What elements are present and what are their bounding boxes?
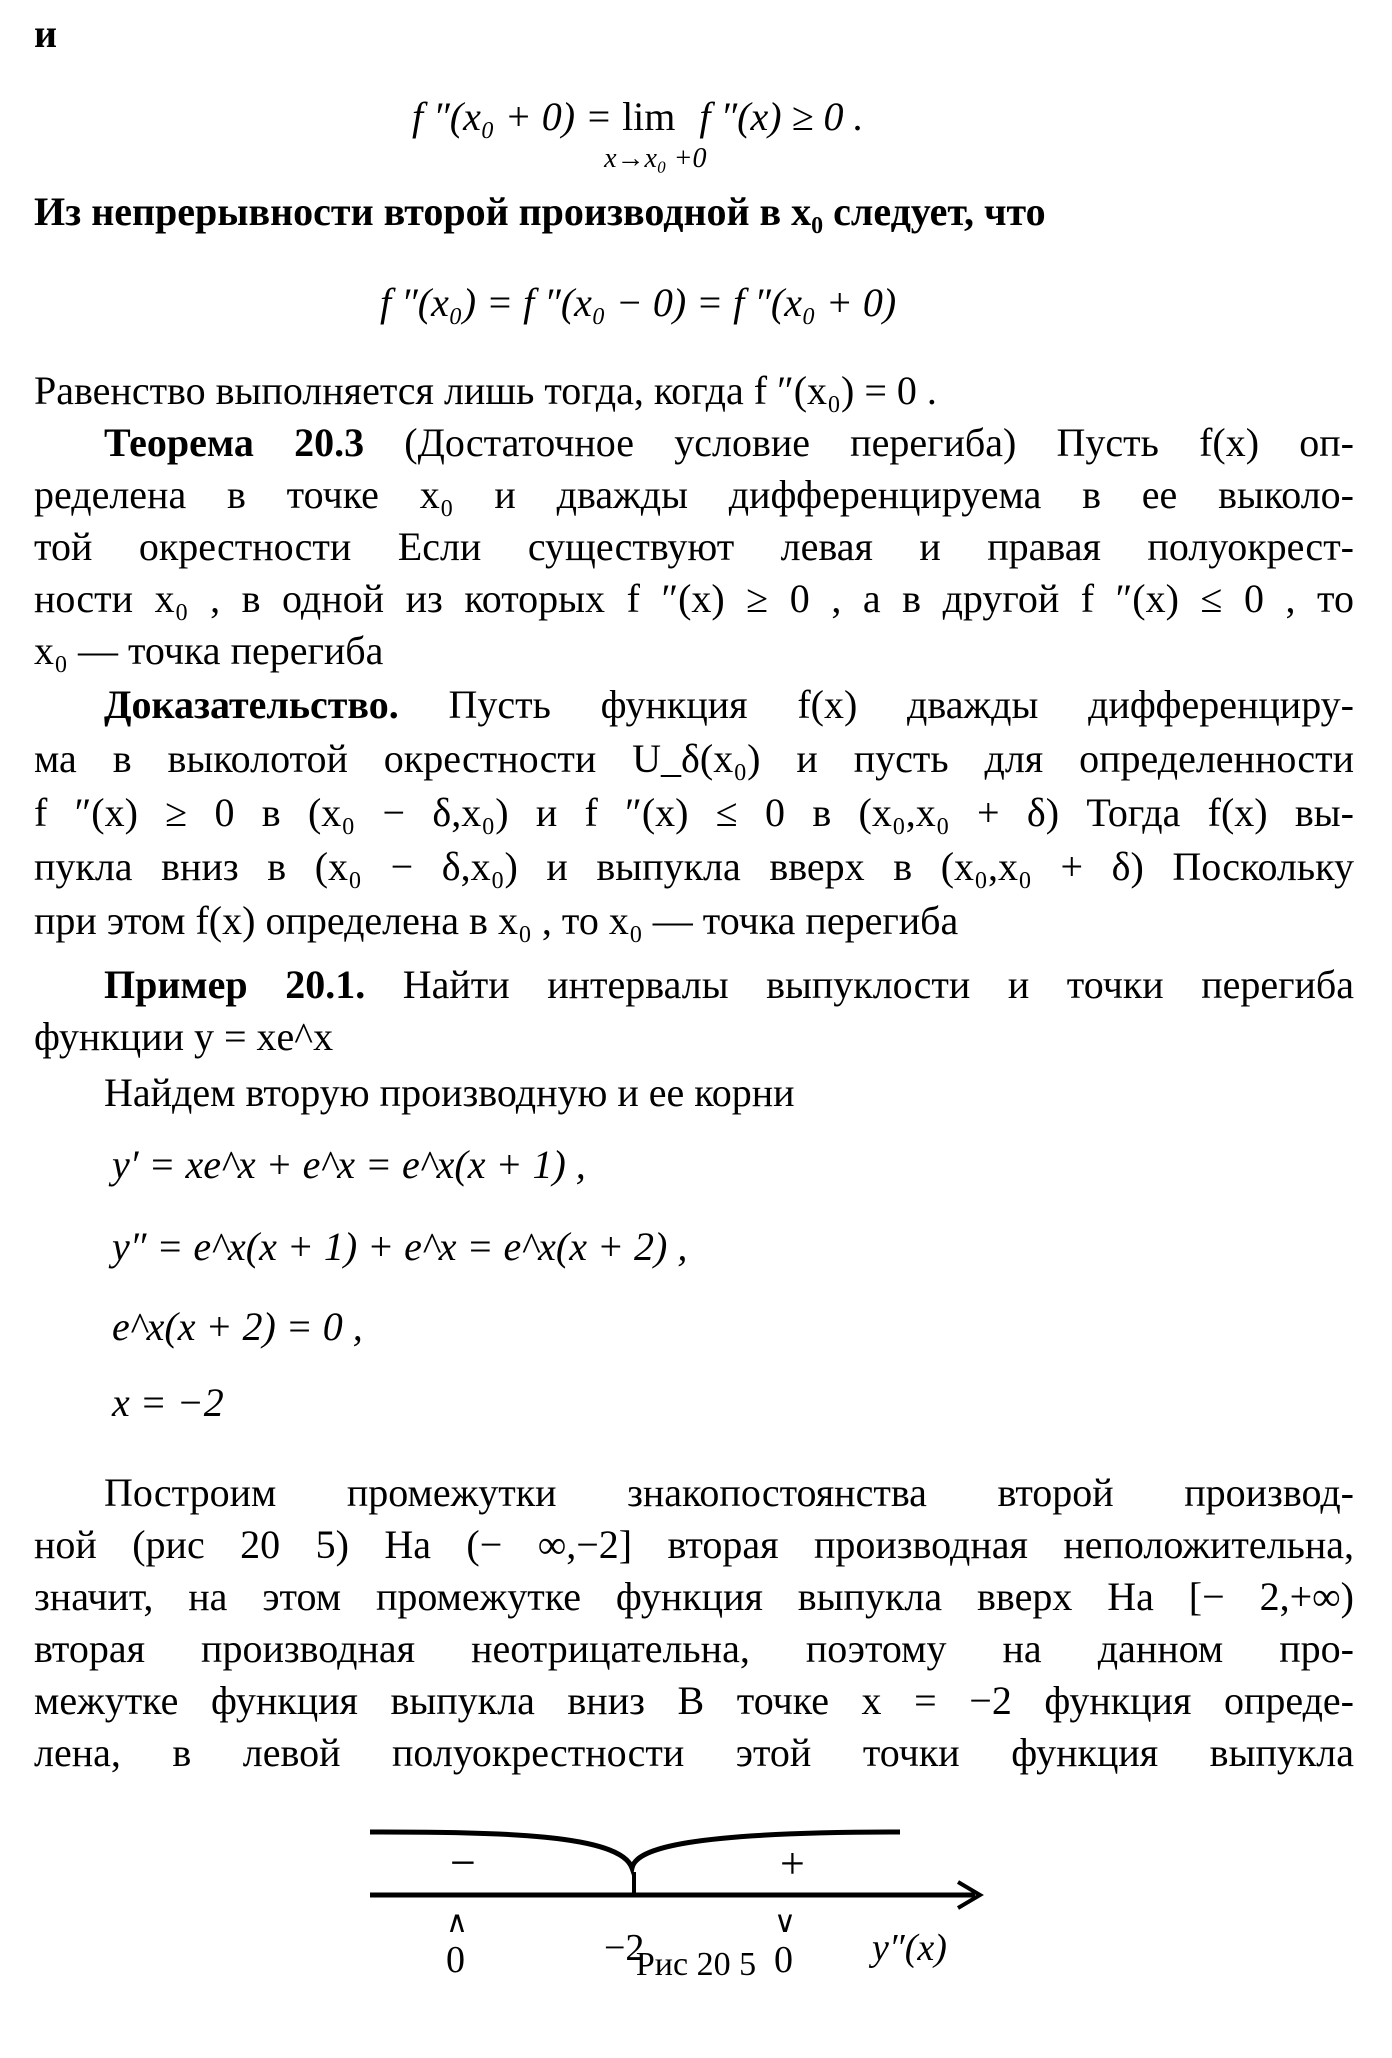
step-1: y′ = xe^x + e^x = e^x(x + 1) ,: [112, 1142, 586, 1187]
line-equality-holds: Равенство выполняется лишь тогда, когда f ″(x₀) = 0 .: [34, 368, 937, 413]
example-title: Пример 20.1.: [104, 962, 366, 1007]
proof-line-3: f ″(x) ≥ 0 в (x₀ − δ,x₀) и f ″(x) ≤ 0 в (x₀,x₀ + δ) Тогда f(x) вы-: [34, 790, 1354, 835]
formula-lhs: f ″(x₀ + 0) =: [412, 94, 613, 139]
formula-equality: f ″(x₀) = f ″(x₀ − 0) = f ″(x₀ + 0): [380, 280, 897, 325]
theorem-line-2: ределена в точке x₀ и дважды дифференцируема в ее выколо-: [34, 472, 1354, 517]
formula-right-limit: [412, 92, 864, 174]
figure-caption: Рис 20 5: [635, 1946, 757, 1983]
theorem-line-3: той окрестности Если существуют левая и правая полуокрест-: [34, 524, 1354, 569]
proof-line-5: при этом f(x) определена в x₀ , то x₀ — точка перегиба: [34, 898, 959, 943]
right-sign: +: [780, 1839, 805, 1888]
theorem-text: (Достаточное условие перегиба) Пусть f(x) оп-: [404, 420, 1354, 465]
proof-title: Доказательство.: [104, 682, 399, 727]
left-value: 0: [446, 1939, 465, 1981]
point-label: −2: [604, 1927, 645, 1969]
formula-rhs: f ″(x) ≥ 0 .: [699, 94, 864, 139]
paragraph-line-6: лена, в левой полуокрестности этой точки функция выпукла: [34, 1730, 1354, 1775]
proof-line-2: ма в выколотой окрестности U_δ(x₀) и пусть для определенности: [34, 736, 1354, 781]
example-line-1: [104, 960, 1354, 1010]
example-line-3: Найдем вторую производную и ее корни: [104, 1070, 795, 1115]
paragraph-line-1: Построим промежутки знакопостоянства второй производ-: [104, 1470, 1354, 1515]
paragraph-line-3: значит, на этом промежутке функция выпукла вверх На [− 2,+∞): [34, 1574, 1354, 1619]
theorem-line-5: x₀ — точка перегиба: [34, 628, 384, 673]
left-sign: −: [450, 1837, 476, 1888]
right-mark: ∨: [774, 1906, 796, 1939]
theorem-line-4: ности x₀ , в одной из которых f ″(x) ≥ 0 , а в другой f ″(x) ≤ 0 , то: [34, 576, 1354, 621]
paragraph-line-2: ной (рис 20 5) На (− ∞,−2] вторая производная неположительна,: [34, 1522, 1354, 1567]
example-text: Найти интервалы выпуклости и точки перегиба: [402, 962, 1355, 1007]
paragraph-line-5: межутке функция выпукла вниз В точке x = −2 функция опреде-: [34, 1678, 1354, 1723]
paragraph-line-4: вторая производная неотрицательна, поэтому на данном про-: [34, 1626, 1354, 1671]
proof-line-4: пукла вниз в (x₀ − δ,x₀) и выпукла вверх в (x₀,x₀ + δ) Поскольку: [34, 844, 1354, 889]
intro-word: и: [34, 11, 58, 56]
left-mark: ∧: [446, 1906, 468, 1939]
lim-subscript: x→x₀ +0: [604, 143, 707, 174]
right-value: 0: [774, 1939, 793, 1981]
axis-label: y″(x): [872, 1927, 947, 1969]
theorem-title: Теорема 20.3: [104, 420, 365, 465]
formula-lim: [604, 92, 707, 174]
proof-line-1: [104, 680, 1354, 730]
theorem-line-1: [104, 418, 1354, 468]
proof-text: Пусть функция f(x) дважды дифференциру-: [448, 682, 1354, 727]
example-line-2: функции y = xe^x: [34, 1014, 334, 1059]
lim-word: lim: [622, 94, 676, 139]
step-4: x = −2: [112, 1380, 224, 1425]
line-continuity: Из непрерывности второй производной в x₀ следует, что: [34, 189, 1046, 234]
step-2: y″ = e^x(x + 1) + e^x = e^x(x + 2) ,: [112, 1224, 688, 1269]
step-3: e^x(x + 2) = 0 ,: [112, 1304, 363, 1349]
